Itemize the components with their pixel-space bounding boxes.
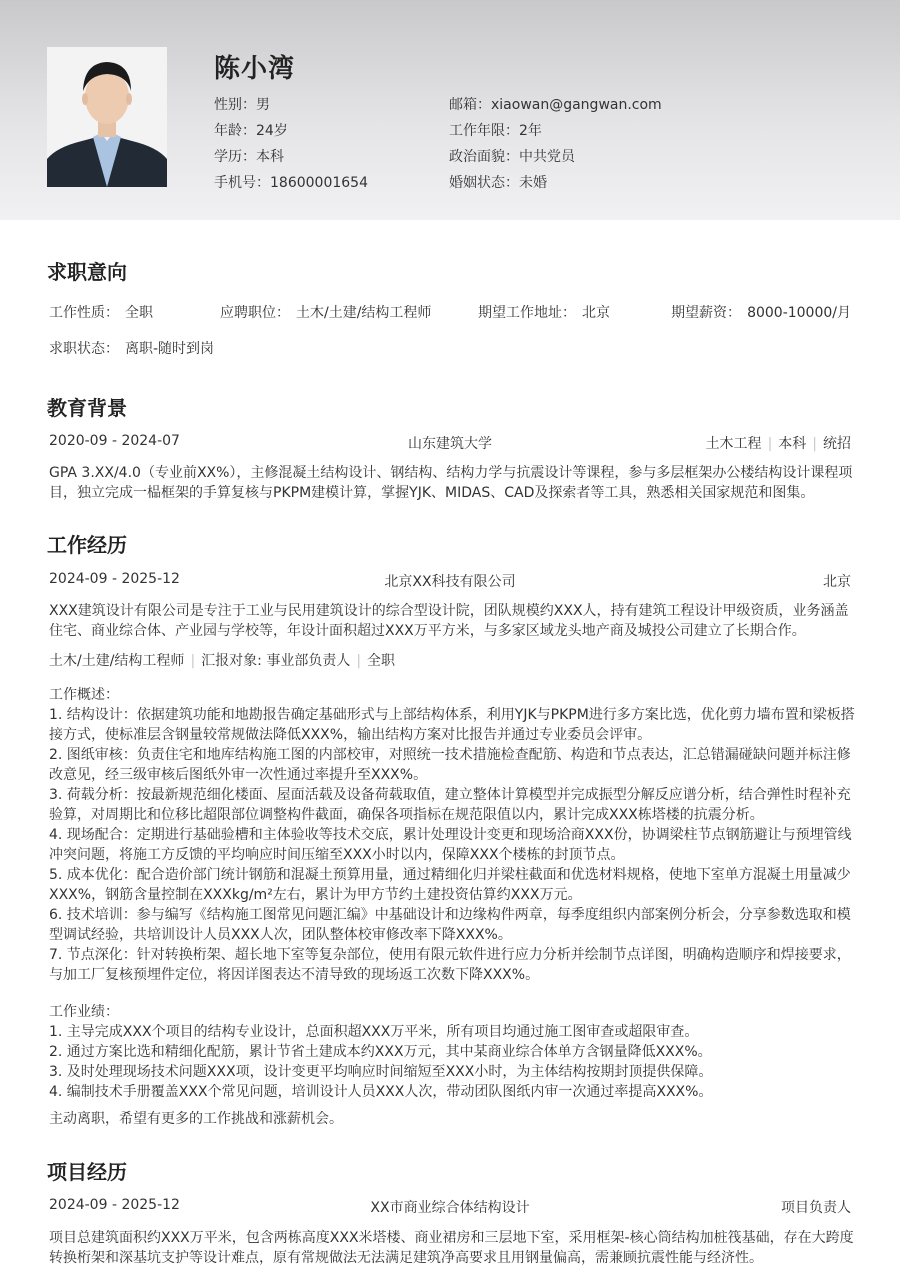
list-item: 3. 及时处理现场技术问题XXX项，设计变更平均响应时间缩短至XXX小时，为主体结构按期封顶提供保障。 [49,1064,713,1080]
list-item: 3. 荷载分析：按最新规范细化楼面、屋面活载及设备荷载取值，建立整体计算模型并完成振型分解反应谱分析，结合弹性时程补充验算，对周期比和位移比超限部位调整构件截面，确保各项指标在规范限值以内，累计完成XXX栋塔楼的抗震分析。 [49,787,851,823]
intent-status [49,338,214,358]
divider: | [812,436,817,452]
work-report: 汇报对象: 事业部负责人 [201,653,351,669]
work-achievement-label: 工作业绩： [49,1004,119,1020]
intent-status-value: 离职-随时到岗 [125,341,215,357]
intent-type-value: 全职 [125,305,153,321]
phone: 手机号：18600001654 [214,175,368,191]
section-title-work: 工作经历 [47,533,127,557]
divider: | [767,436,773,452]
intent-status-label: 求职状态： [49,341,119,357]
list-item: 4. 编制技术手册覆盖XXX个常见问题，培训设计人员XXX人次，带动团队图纸内审一次通过率提高XXX%。 [49,1084,713,1100]
avatar [47,47,167,187]
divider: | [356,653,362,669]
education-school: 山东建筑大学 [408,436,492,452]
intent-position [220,302,431,322]
marital-status: 婚姻状态：未婚 [449,175,547,191]
project-role: 项目负责人 [781,1200,851,1216]
divider: | [190,653,196,669]
work-overview [49,685,855,985]
section-title-project: 项目经历 [47,1160,127,1184]
education-degree: 本科 [778,436,807,452]
intent-salary [671,302,851,322]
list-item: 1. 主导完成XXX个项目的结构专业设计，总面积超XXX万平米，所有项目均通过施工图审查或超限审查。 [49,1024,699,1040]
intent-location-value: 北京 [582,305,610,321]
list-item: 2. 图纸审核：负责住宅和地库结构施工图的内部校审，对照统一技术措施检查配筋、构造和节点表达，汇总错漏碰缺问题并标注修改意见，经三级审核后图纸外审一次性通过率提升至XXX%。 [49,747,851,783]
project-description: 项目总建筑面积约XXX万平米，包含两栋高度XXX米塔楼、商业裙房和三层地下室，采用框架-核心筒结构加桩筏基础，存在大跨度转换桁架和深基坑支护等设计难点，原有常规做法无法满足建筑净高要求且用钢量偏高，需兼顾抗震性能与经济性。 [49,1230,854,1266]
work-period: 2024-09 - 2025-12 [49,571,180,587]
intent-salary-label: 期望薪资： [671,305,742,321]
intent-type [49,302,153,322]
work-achievements [49,1002,855,1102]
email: 邮箱：xiaowan@gangwan.com [449,97,662,113]
work-overview-label: 工作概述： [49,687,119,703]
section-title-intent: 求职意向 [47,260,127,284]
work-company: 北京XX科技有限公司 [384,574,516,590]
education-major: 土木工程 [705,436,762,452]
age: 年龄：24岁 [214,123,288,139]
gender: 性别：男 [214,97,270,113]
work-city: 北京 [823,574,851,590]
avatar-photo-icon [47,47,167,187]
education-enroll: 统招 [823,436,851,452]
education-level: 学历：本科 [214,149,284,165]
work-job-type: 全职 [367,653,396,669]
work-role: 土木/土建/结构工程师 [49,653,185,669]
company-description: XXX建筑设计有限公司是专注于工业与民用建筑设计的综合型设计院，团队规模约XXX人，持有建筑工程设计甲级资质，业务涵盖住宅、商业综合体、产业园与学校等，年设计面积超过XXX万平方米，与多家区域龙头地产商及城投公司建立了长期合作。 [49,603,849,639]
intent-position-label: 应聘职位： [220,305,290,321]
intent-position-value: 土木/土建/结构工程师 [296,305,432,321]
list-item: 4. 现场配合：定期进行基础验槽和主体验收等技术交底，累计处理设计变更和现场洽商XXX份，协调梁柱节点钢筋避让与预埋管线冲突问题，将施工方反馈的平均响应时间压缩至XXX小时以内，保障XXX个楼栋的封顶节点。 [49,827,852,863]
list-item: 5. 成本优化：配合造价部门统计钢筋和混凝土预算用量，通过精细化归并梁柱截面和优选材料规格，使地下室单方混凝土用量减少XXX%，钢筋含量控制在XXXkg/m²左右，累计为甲方节约土建投资估算约XXX万元。 [49,867,851,903]
intent-salary-value: 8000-10000/月 [747,305,851,321]
list-item: 7. 节点深化：针对转换桁架、超长地下室等复杂部位，使用有限元软件进行应力分析并绘制节点详图，明确构造顺序和焊接要求，与加工厂复核预埋件定位，将因详图表达不清导致的现场返工次数下降XXX%。 [49,947,851,983]
work-years: 工作年限：2年 [449,123,542,139]
intent-location-label: 期望工作地址： [478,305,576,321]
section-title-education: 教育背景 [47,396,127,420]
education-period: 2020-09 - 2024-07 [49,433,180,449]
list-item: 6. 技术培训：参与编写《结构施工图常见问题汇编》中基础设计和边缘构件两章，每季度组织内部案例分析会，分享参数选取和模型调试经验，共培训设计人员XXX人次，团队整体校审修改率下降XXX%。 [49,907,851,943]
education-meta [706,433,851,453]
list-item: 2. 通过方案比选和精细化配筋，累计节省土建成本约XXX万元，其中某商业综合体单方含钢量降低XXX%。 [49,1044,712,1060]
intent-type-label: 工作性质： [49,305,119,321]
leave-reason: 主动离职，希望有更多的工作挑战和涨薪机会。 [49,1111,343,1127]
project-name: XX市商业综合体结构设计 [370,1200,530,1216]
intent-location [478,302,610,322]
list-item: 1. 结构设计：依据建筑功能和地勘报告确定基础形式与上部结构体系，利用YJK与PKPM进行多方案比选，优化剪力墙布置和梁板搭接方式，使标准层含钢量较常规做法降低XXX%，输出结构方案对比报告并通过专业委员会评审。 [49,707,855,743]
education-description: GPA 3.XX/4.0（专业前XX%），主修混凝土结构设计、钢结构、结构力学与抗震设计等课程，参与多层框架办公楼结构设计课程项目，独立完成一榀框架的手算复核与PKPM建模计算，掌握YJK、MIDAS、CAD及探索者等工具，熟悉相关国家规范和图集。 [49,465,853,501]
political-status: 政治面貌：中共党员 [449,149,575,165]
project-period: 2024-09 - 2025-12 [49,1197,180,1213]
work-meta [49,650,395,670]
candidate-name: 陈小湾 [214,54,296,84]
